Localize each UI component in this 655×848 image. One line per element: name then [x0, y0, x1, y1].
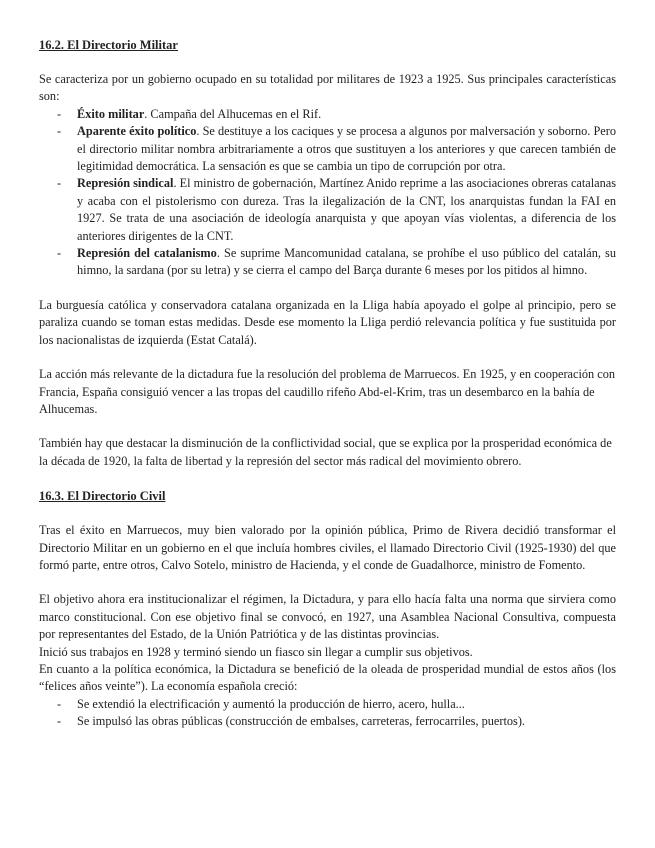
paragraph-economia: En cuanto a la política económica, la Dictadura se benefició de la oleada de prosperidad mundial de estos años (los “felices años veinte”). La economía española creció: — [39, 661, 616, 694]
list-item-title: Represión del catalanismo — [77, 246, 217, 261]
dash-bullet: - — [57, 714, 62, 729]
section-heading-directorio-civil: 16.3. El Directorio Civil — [39, 489, 166, 504]
paragraph-fiasco: Inició sus trabajos en 1928 y terminó siendo un fiasco sin llegar a cumplir sus objetivos. — [39, 644, 473, 659]
list-item — [57, 123, 616, 175]
economy-list — [39, 696, 616, 731]
paragraph-directorio-civil: Tras el éxito en Marruecos, muy bien valorado por la opinión pública, Primo de Rivera decidió transformar el Directorio Militar en un gobierno en el que incluía hombres civiles, el llamado Directorio Civil (1925-1930) del que formó parte, entre otros, Calvo Sotelo, ministro de Hacienda, y el conde de Guadalhorce, ministro de Fomento. — [39, 523, 616, 572]
dash-bullet: - — [57, 124, 62, 139]
list-item-text: . Se destituye a los caciques y se procesa a algunos por malversación y soborno. Pero el directorio militar nombra arbitrariamente a otros que sustituyen a los anteriores y que carecen también de legitimidad democrática. La sensación es que se cambia un tipo de corrupción por otra. — [77, 124, 616, 174]
list-item — [57, 713, 616, 730]
dash-bullet: - — [57, 696, 62, 711]
list-item — [57, 175, 616, 245]
paragraph-asamblea: El objetivo ahora era institucionalizar el régimen, la Dictadura, y para ello hacía falta una norma que sirviera como marco constitucional. Con ese objetivo final se convocó, en 1927, una Asamblea Nacional Consultiva, compuesta por representantes del Estado, de la Unión Patriótica y de las distintas provincias. — [39, 592, 616, 642]
intro-paragraph: Se caracteriza por un gobierno ocupado en su totalidad por militares de 1923 a 1925. Sus principales características son: — [39, 72, 616, 104]
list-item-title: Aparente éxito político — [77, 124, 197, 139]
dash-bullet: - — [57, 106, 62, 121]
dash-bullet: - — [57, 176, 62, 191]
paragraph-lliga: La burguesía católica y conservadora catalana organizada en la Lliga había apoyado el golpe al principio, pero se paraliza cuando se toman estas medidas. Desde ese momento la Lliga perdió relevancia política y fue sustituida por los nacionalistas de izquierda (Estat Catalá). — [39, 297, 616, 347]
list-item — [57, 696, 616, 713]
list-item-text: . Campaña del Alhucemas en el Rif. — [144, 106, 322, 121]
section-heading-directorio-militar: 16.2. El Directorio Militar — [39, 38, 178, 52]
characteristics-list — [39, 106, 616, 280]
list-item-text: Se impulsó las obras públicas (construcción de embalses, carreteras, ferrocarriles, puertos). — [77, 714, 525, 729]
paragraph-marruecos: La acción más relevante de la dictadura fue la resolución del problema de Marruecos. En 1925, y en cooperación con Francia, España consiguió vencer a las tropas del caudillo rifeño Abd-el-Krim, tras un desembarco en la bahía de Alhucemas. — [39, 367, 616, 416]
dash-bullet: - — [57, 246, 62, 261]
list-item-title: Represión sindical — [77, 176, 174, 191]
list-item — [57, 106, 616, 123]
list-item-text: . Se suprime Mancomunidad catalana, se prohíbe el uso público del catalán, su himno, la sardana (por su letra) y se cierra el campo del Barça durante 6 meses por los pitidos al himno. — [77, 246, 616, 278]
list-item-text: . El ministro de gobernación, Martínez Anido reprime a las asociaciones obreras catalanas y acaba con el pistolerismo con dureza. Tras la ilegalización de la CNT, los anarquistas fundan la FAI en 1927. Se trata de una asociación de ideología anarquista y que apoyan vías violentas, a diferencia de los anteriores dirigentes de la CNT. — [77, 176, 616, 243]
list-item-text: Se extendió la electrificación y aumentó la producción de hierro, acero, hulla... — [77, 696, 465, 711]
list-item — [57, 245, 616, 280]
paragraph-conflictividad: También hay que destacar la disminución de la conflictividad social, que se explica por la prosperidad económica de la década de 1920, la falta de libertad y la represión del sector más radical del movimiento obrero. — [39, 436, 612, 468]
list-item-title: Éxito militar — [77, 106, 145, 121]
